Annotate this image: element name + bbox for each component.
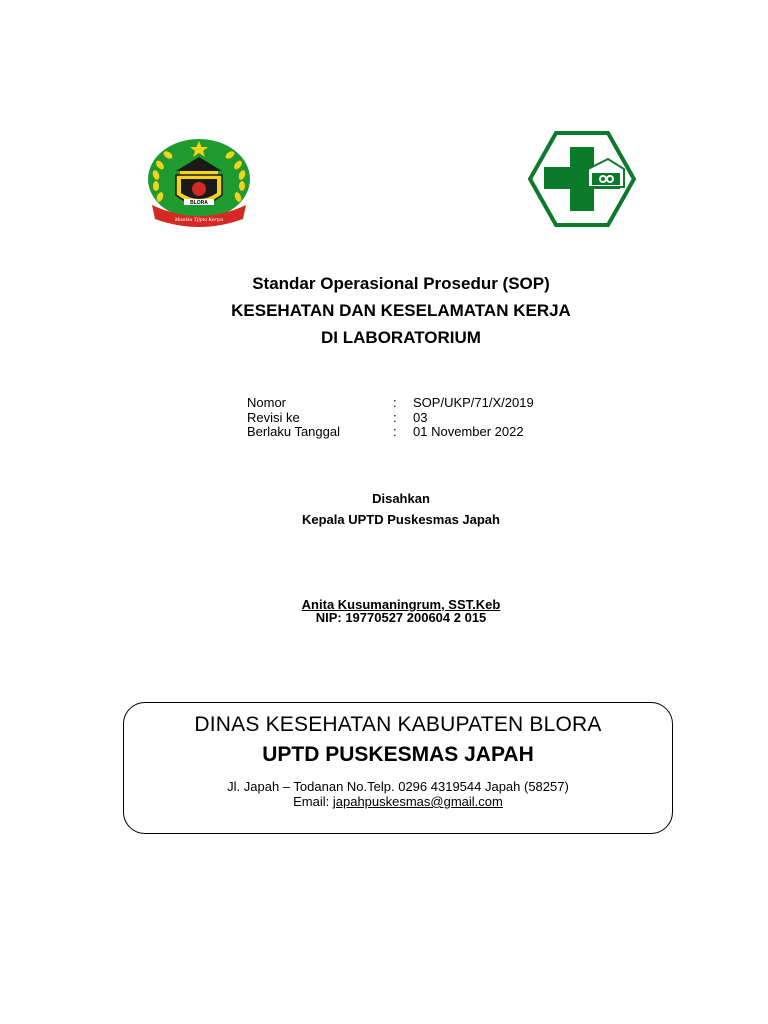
meta-value: 01 November 2022 bbox=[413, 424, 524, 439]
document-meta bbox=[247, 396, 534, 440]
title-line-1: Standar Operasional Prosedur (SOP) bbox=[252, 274, 550, 293]
meta-colon: : bbox=[393, 409, 397, 425]
footer-address-block bbox=[124, 779, 672, 809]
meta-label: Berlaku Tanggal bbox=[247, 424, 340, 439]
signatory-nip: NIP: 19770527 200604 2 015 bbox=[315, 610, 487, 625]
footer-email-line bbox=[124, 794, 672, 809]
meta-value: SOP/UKP/71/X/2019 bbox=[413, 395, 534, 410]
meta-label: Nomor bbox=[247, 395, 287, 410]
meta-colon: : bbox=[393, 424, 397, 439]
signatory-name: Anita Kusumaningrum, SST.Keb bbox=[301, 597, 501, 612]
footer-email-label: Email: bbox=[293, 794, 333, 809]
footer-address: Jl. Japah – Todanan No.Telp. 0296 4319544 Japah (58257) bbox=[227, 779, 569, 794]
blora-emblem-logo bbox=[146, 135, 252, 229]
institution-footer bbox=[123, 702, 673, 834]
meta-row-nomor bbox=[247, 396, 534, 411]
title-line-3: DI LABORATORIUM bbox=[321, 328, 481, 347]
footer-uptd: UPTD PUSKESMAS JAPAH bbox=[262, 743, 534, 766]
footer-dinas: DINAS KESEHATAN KABUPATEN BLORA bbox=[194, 713, 602, 736]
svg-text:Mustika Tjipta Kertya: Mustika Tjipta Kertya bbox=[174, 217, 224, 223]
meta-colon: : bbox=[393, 395, 397, 410]
title-line-2: KESEHATAN DAN KESELAMATAN KERJA bbox=[231, 301, 571, 320]
footer-email-link[interactable]: japahpuskesmas@gmail.com bbox=[332, 794, 503, 809]
document-title-block bbox=[0, 270, 768, 351]
svg-text:BLORA: BLORA bbox=[190, 200, 208, 206]
meta-value: 03 bbox=[413, 409, 428, 425]
meta-label: Revisi ke bbox=[247, 409, 300, 425]
puskesmas-logo bbox=[528, 131, 636, 227]
approval-position: Kepala UPTD Puskesmas Japah bbox=[302, 512, 500, 527]
meta-row-berlaku bbox=[247, 425, 534, 440]
meta-row-revisi bbox=[247, 411, 534, 426]
approval-disahkan: Disahkan bbox=[372, 491, 430, 506]
